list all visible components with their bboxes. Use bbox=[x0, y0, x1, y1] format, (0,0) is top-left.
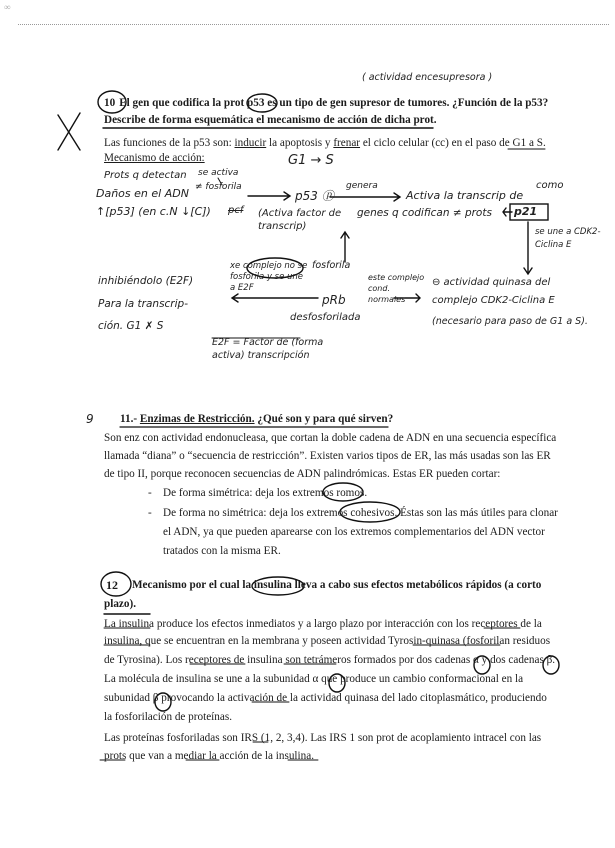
q10-subtitle: Describe de forma esquemática el mecanismo de acción de dicha prot. bbox=[104, 114, 437, 126]
q11-bullet-2-line-2: el ADN, ya que pueden aparearse con los extremos complementarios del ADN vector bbox=[163, 526, 545, 538]
arrow-pRb-left bbox=[232, 294, 318, 302]
hw-necesario: (necesario para paso de G1 a S). bbox=[432, 316, 588, 327]
q11-title: 11.- Enzimas de Restricción. ¿Qué son y para qué sirven? bbox=[120, 413, 394, 425]
hw-pRb: pRb bbox=[322, 293, 346, 307]
hw-pcf: pcf bbox=[228, 205, 244, 216]
hw-activa-transcrip: Activa la transcrip de bbox=[406, 189, 524, 202]
hw-danos-adn: Daños en el ADN bbox=[96, 187, 189, 200]
margin-x-mark bbox=[58, 113, 80, 150]
hw-inhibe-cdk: ⊖ actividad quinasa del complejo CDK2-Ciclina E bbox=[432, 277, 555, 306]
q12-line-8: prots que van a mediar la acción de la insulina. bbox=[104, 750, 315, 762]
hw-g1-s: G1 → S bbox=[288, 153, 334, 168]
q12-line-6: la fosforilación de proteínas. bbox=[104, 711, 232, 723]
q12-line-2: insulina, que se encuentran en la membrana y poseen actividad Tyrosin-quinasa (fosforilan residuos bbox=[104, 635, 551, 647]
hw-activa-factor: (Activa factor de transcrip) bbox=[258, 208, 342, 232]
q11-bullet-dash-1: - bbox=[148, 487, 152, 499]
q11-bullet-dash-2: - bbox=[148, 507, 152, 519]
q12-line-5: subunidad β provocando la activación de la actividad quinasa del lado citoplasmático, produciendo bbox=[104, 692, 547, 704]
q12-line-7: Las proteínas fosforiladas son IRS (1, 2, 3,4). Las IRS 1 son prot de acoplamiento intracel con las bbox=[104, 732, 542, 744]
hw-p53-phos: p53 ⓟ bbox=[295, 189, 334, 203]
q12-title: Mecanismo por el cual la insulina lleva a cabo sus efectos metabólicos rápidos (a corto bbox=[132, 579, 542, 591]
hw-genera: genera bbox=[346, 181, 378, 191]
q11-margin-mark: 9 bbox=[86, 412, 94, 426]
hw-xe-complejo: xe complejo no se fosforila y se une a E2F bbox=[230, 261, 308, 293]
hw-se-fosforila: ≠ fosforila bbox=[195, 182, 242, 192]
q12-line-1: La insulina produce los efectos inmediatos y a largo plazo por interacción con los receptores de la bbox=[104, 618, 542, 630]
q11-para-line-1: Son enz con actividad endonucleasa, que cortan la doble cadena de ADN en una secuencia específica bbox=[104, 432, 557, 444]
top-dotted-rule bbox=[18, 24, 609, 25]
hw-prots-detect: Prots q detectan bbox=[104, 170, 187, 181]
q11-para-line-2: llamada “diana” o “secuencia de restricción”. Existen varios tipos de ER, las más usadas son las ER bbox=[104, 450, 551, 462]
q11-para-line-3: de tipo II, porque reconocen secuencias de ADN palindrómicas. Estas ER pueden cortar: bbox=[104, 468, 501, 480]
hw-inhibiendolo: inhibiéndolo (E2F) bbox=[98, 275, 194, 287]
arrow-pRb-up bbox=[341, 232, 349, 262]
corner-mark: ∞ bbox=[4, 2, 11, 12]
q10-mechanism-label: Mecanismo de acción: bbox=[104, 152, 205, 164]
hw-e2f-factor: E2F = Factor de (forma activa) transcripción bbox=[212, 337, 324, 361]
q11-bullet-2-line-3: tratados con la misma ER. bbox=[163, 545, 281, 557]
hw-genes-codifican: genes q codifican ≠ prots bbox=[357, 207, 492, 219]
q10-number: 10 bbox=[104, 97, 116, 109]
arrow-adn-to-p53 bbox=[248, 192, 290, 200]
hw-fosforila: fosforila bbox=[312, 260, 351, 271]
q10-functions: Las funciones de la p53 son: inducir la apoptosis y frenar el ciclo celular (cc) en el paso de G1 a S. bbox=[104, 137, 546, 149]
q12-line-4: La molécula de insulina se une a la subunidad α que produce un cambio conformacional en la bbox=[104, 673, 524, 685]
q12-line-3: de Tyrosina). Los receptores de insulina son tetrámeros formados por dos cadenas α y dos cadenas β. bbox=[104, 654, 556, 666]
hw-para-transcrip: Para la transcrip- bbox=[98, 298, 188, 310]
hw-complejo-cond: este complejo cond. normales bbox=[368, 273, 425, 304]
hw-desfosforilada: desfosforilada bbox=[290, 312, 361, 323]
arrow-p53-to-activa bbox=[330, 193, 400, 201]
hw-se-une-cdk: se une a CDK2-Ciclina E bbox=[535, 227, 601, 250]
hw-cion-g1-s: ción. G1 ✗ S bbox=[98, 320, 164, 332]
q10-handwritten-activity: ( actividad encesupresora ) bbox=[362, 72, 493, 83]
q11-bullet-2: De forma no simétrica: deja los extremos cohesivos. Éstas son las más útiles para clonar bbox=[163, 507, 558, 519]
hw-como: como bbox=[536, 180, 564, 191]
hw-p21: p21 bbox=[514, 205, 538, 218]
q10-title: 10 El gen que codifica la prot p53 es un tipo de gen supresor de tumores. ¿Función de la p53? bbox=[104, 97, 549, 109]
arrow-p21-down bbox=[524, 222, 532, 274]
q12-number: 12 bbox=[106, 578, 118, 592]
q11-bullet-1: De forma simétrica: deja los extremos romos. bbox=[163, 487, 368, 499]
q10-title-p53: p53 bbox=[247, 97, 265, 109]
q12-title-line-2: plazo). bbox=[104, 598, 137, 610]
hw-p53-conc: ↑[p53] (en c.N ↓[C]) bbox=[96, 205, 211, 218]
hw-se-activa: se activa bbox=[198, 168, 239, 178]
